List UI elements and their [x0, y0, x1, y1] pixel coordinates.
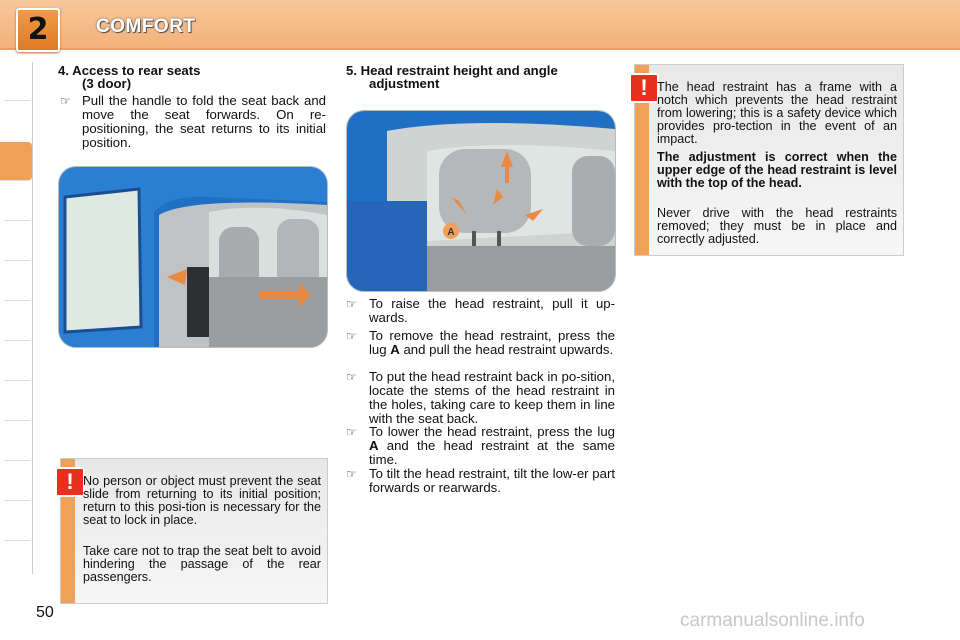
bullet-hand-icon: ☞	[346, 297, 357, 311]
bullet-hand-icon: ☞	[346, 467, 357, 481]
bullet-hand-icon: ☞	[346, 329, 357, 343]
chapter-number-badge: 2	[16, 8, 60, 52]
warning-text: No person or object must prevent the seat slide from returning to its initial position; return to this posi-tion is necessary for the seat to lock in place.	[83, 474, 321, 527]
section-4-heading: 4. Access to rear seats	[58, 63, 201, 78]
chapter-tab-strip	[0, 62, 33, 574]
chapter-tab[interactable]	[4, 302, 30, 341]
instruction-remove: To remove the head restraint, press the lug A and pull the head restraint upwards.	[369, 328, 615, 357]
lug-a-label: A	[447, 227, 455, 238]
instruction-raise: To raise the head restraint, pull it up-wards.	[369, 296, 615, 325]
section-4-heading-line2: (3 door)	[82, 76, 132, 91]
chapter-tab[interactable]	[4, 342, 30, 381]
chapter-tab[interactable]	[4, 422, 30, 461]
bullet-hand-icon: ☞	[346, 370, 357, 384]
warning-box-head-restraint	[634, 64, 904, 256]
header-divider	[0, 48, 960, 50]
chapter-tab[interactable]	[4, 262, 30, 301]
head-restraint-illustration	[346, 110, 616, 292]
warning-exclamation-icon: !	[629, 73, 659, 103]
chapter-tab[interactable]	[4, 462, 30, 501]
chapter-tab[interactable]	[4, 62, 30, 101]
chapter-tab-active[interactable]	[0, 142, 32, 181]
bullet-hand-icon: ☞	[346, 425, 357, 439]
chapter-tab[interactable]	[4, 222, 30, 261]
warning-box-seat-slide	[60, 458, 328, 604]
chapter-tab[interactable]	[4, 382, 30, 421]
instruction-lower: To lower the head restraint, press the lug A and the head restraint at the same time.	[369, 424, 615, 467]
chapter-title: COMFORT	[96, 16, 196, 37]
section-5-heading-line2: adjustment	[369, 76, 440, 91]
rear-seat-access-illustration	[58, 166, 328, 348]
warning-text: Never drive with the head restraints removed; they must be in place and correctly adjusted.	[657, 206, 897, 246]
bullet-hand-icon: ☞	[60, 94, 71, 108]
section-4-instruction: Pull the handle to fold the seat back and move the seat forwards. On re-positioning, the seat returns to its initial position.	[82, 93, 326, 150]
warning-text: Take care not to trap the seat belt to avoid hindering the passage of the rear passengers.	[83, 544, 321, 584]
instruction-refit: To put the head restraint back in po-sition, locate the stems of the head restraint in the holes, taking care to keep them in line with the seat back.	[369, 369, 615, 426]
page-number: 50	[36, 604, 54, 621]
site-watermark: carmanualsonline.info	[680, 610, 865, 631]
chapter-tab[interactable]	[4, 502, 30, 541]
chapter-tab[interactable]	[4, 182, 30, 221]
warning-text: The head restraint has a frame with a notch which prevents the head restraint from lowering; this is a safety device which provides pro-tection in the event of an impact.	[657, 80, 897, 146]
warning-exclamation-icon: !	[55, 467, 85, 497]
section-5-heading: 5. Head restraint height and angle	[346, 63, 558, 78]
instruction-tilt: To tilt the head restraint, tilt the low-er part forwards or rearwards.	[369, 466, 615, 495]
warning-text-bold: The adjustment is correct when the upper edge of the head restraint is level with the top of the head.	[657, 150, 897, 190]
